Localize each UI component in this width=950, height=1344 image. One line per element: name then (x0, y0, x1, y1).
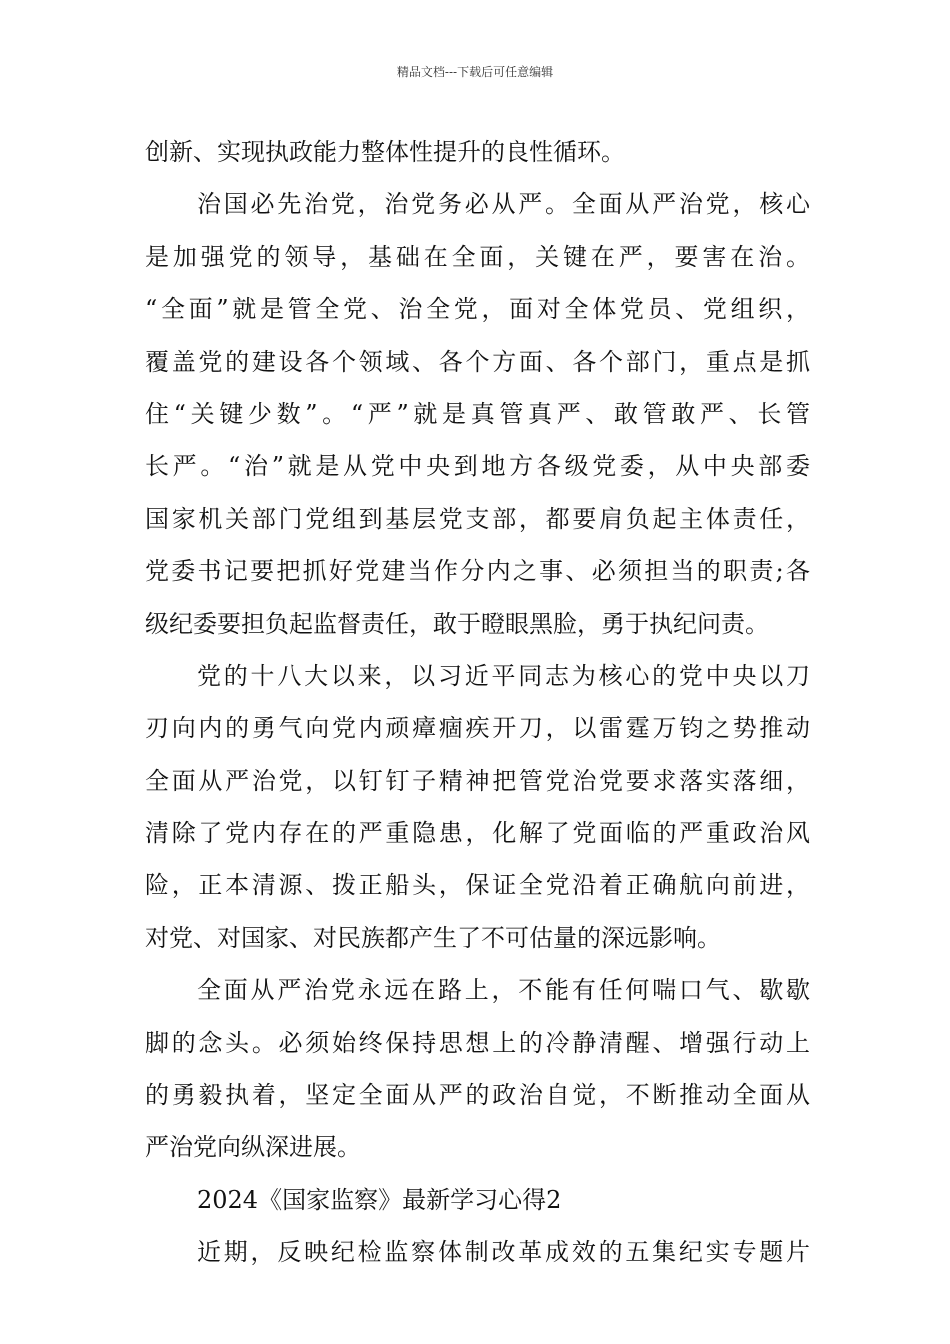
text-line: 脚的念头。必须始终保持思想上的冷静清醒、增强行动上 (145, 1028, 810, 1057)
text-line: 近期，反映纪检监察体制改革成效的五集纪实专题片 (197, 1238, 810, 1267)
text-line: 党的十八大以来，以习近平同志为核心的党中央以刀 (197, 661, 810, 690)
text-line: 住“关键少数”。“严”就是真管真严、敢管敢严、长管 (145, 399, 810, 428)
page-header: 精品文档---下载后可任意编辑 (396, 65, 554, 79)
text-line: “全面”就是管全党、治全党，面对全体党员、党组织， (145, 295, 810, 324)
text-line: 全面从严治党，以钉钉子精神把管党治党要求落实落细， (145, 766, 810, 795)
text-line: 国家机关部门党组到基层党支部，都要肩负起主体责任， (145, 504, 810, 533)
text-line: 全面从严治党永远在路上，不能有任何喘口气、歇歇 (197, 976, 810, 1005)
text-line: 是加强党的领导，基础在全面，关键在严，要害在治。 (145, 242, 810, 271)
text-line: 长严。“治”就是从党中央到地方各级党委，从中央部委 (145, 452, 810, 481)
text-line: 清除了党内存在的严重隐患，化解了党面临的严重政治风 (145, 819, 810, 848)
text-line: 严治党向纵深进展。 (145, 1133, 361, 1162)
text-line: 的勇毅执着，坚定全面从严的政治自觉，不断推动全面从 (145, 1081, 810, 1110)
document-body (145, 126, 810, 1279)
text-line: 险，正本清源、拨正船头，保证全党沿着正确航向前进， (145, 871, 810, 900)
text-line: 2024《国家监察》最新学习心得2 (197, 1185, 562, 1214)
text-line: 级纪委要担负起监督责任，敢于瞪眼黑脸，勇于执纪问责。 (145, 609, 769, 638)
text-line: 创新、实现执政能力整体性提升的良性循环。 (145, 138, 625, 166)
text-line: 对党、对国家、对民族都产生了不可估量的深远影响。 (145, 923, 721, 952)
text-line: 刃向内的勇气向党内顽瘴痼疾开刀，以雷霆万钧之势推动 (145, 714, 810, 743)
text-line: 覆盖党的建设各个领域、各个方面、各个部门，重点是抓 (145, 347, 810, 376)
text-line: 党委书记要把抓好党建当作分内之事、必须担当的职责;各 (145, 557, 810, 586)
text-line: 治国必先治党，治党务必从严。全面从严治党，核心 (197, 190, 810, 219)
